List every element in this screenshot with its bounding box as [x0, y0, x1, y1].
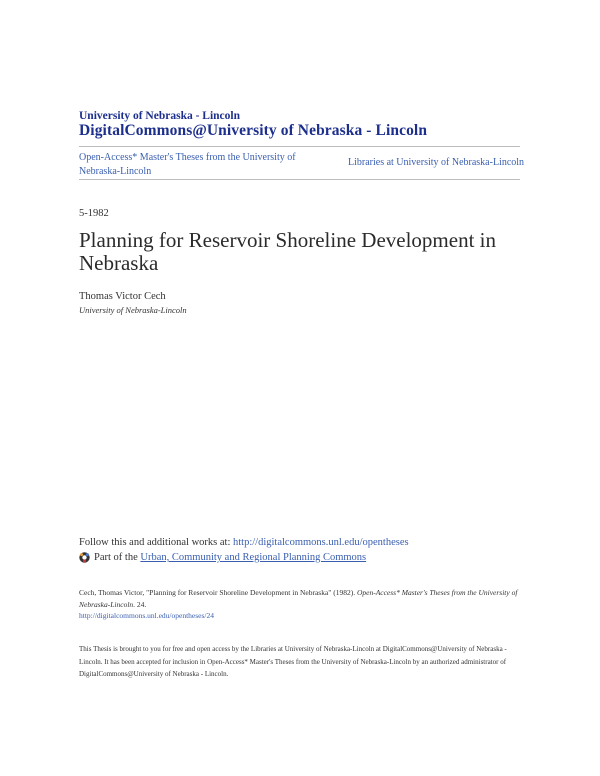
- follow-line: [79, 537, 409, 548]
- collection-link[interactable]: Open-Access* Master's Theses from the University of Nebraska-Lincoln: [79, 152, 296, 177]
- author-affiliation: University of Nebraska-Lincoln: [79, 305, 187, 315]
- follow-url-link[interactable]: http://digitalcommons.unl.edu/opentheses: [233, 537, 409, 548]
- citation: [79, 587, 524, 622]
- citation-number: . 24.: [133, 599, 147, 609]
- libraries-link[interactable]: Libraries at University of Nebraska-Lincoln: [348, 157, 525, 168]
- commons-link[interactable]: Urban, Community and Regional Planning Commons: [140, 552, 367, 563]
- divider-top: [79, 146, 520, 147]
- commons-network-icon: [79, 552, 90, 563]
- divider-bottom: [79, 179, 520, 180]
- part-of-line: [79, 552, 366, 563]
- access-notice: This Thesis is brought to you for free and open access by the Libraries at University of Nebraska-Lincoln at DigitalCommons@University of Nebraska - Lincoln. It has been accepted for inclusion in Open-Access* Master's Theses from the University of Nebraska-Lincoln by an authorized administrator of DigitalCommons@University of Nebraska - Lincoln.: [79, 645, 507, 678]
- repository-name[interactable]: DigitalCommons@University of Nebraska - Lincoln: [79, 122, 428, 139]
- author-name: Thomas Victor Cech: [79, 291, 166, 302]
- citation-url-link[interactable]: http://digitalcommons.unl.edu/opentheses/24: [79, 611, 214, 620]
- part-of-label: Part of the: [94, 552, 138, 563]
- follow-label: Follow this and additional works at:: [79, 537, 231, 548]
- publication-date: 5-1982: [79, 208, 109, 219]
- document-title: Planning for Reservoir Shoreline Development in Nebraska: [79, 228, 496, 275]
- citation-text: Cech, Thomas Victor, "Planning for Reservoir Shoreline Development in Nebraska" (1982).: [79, 588, 356, 597]
- citation-series: Open-Access* Master's Theses from the University of Nebraska-Lincoln: [79, 588, 518, 609]
- institution-name[interactable]: University of Nebraska - Lincoln: [79, 110, 240, 122]
